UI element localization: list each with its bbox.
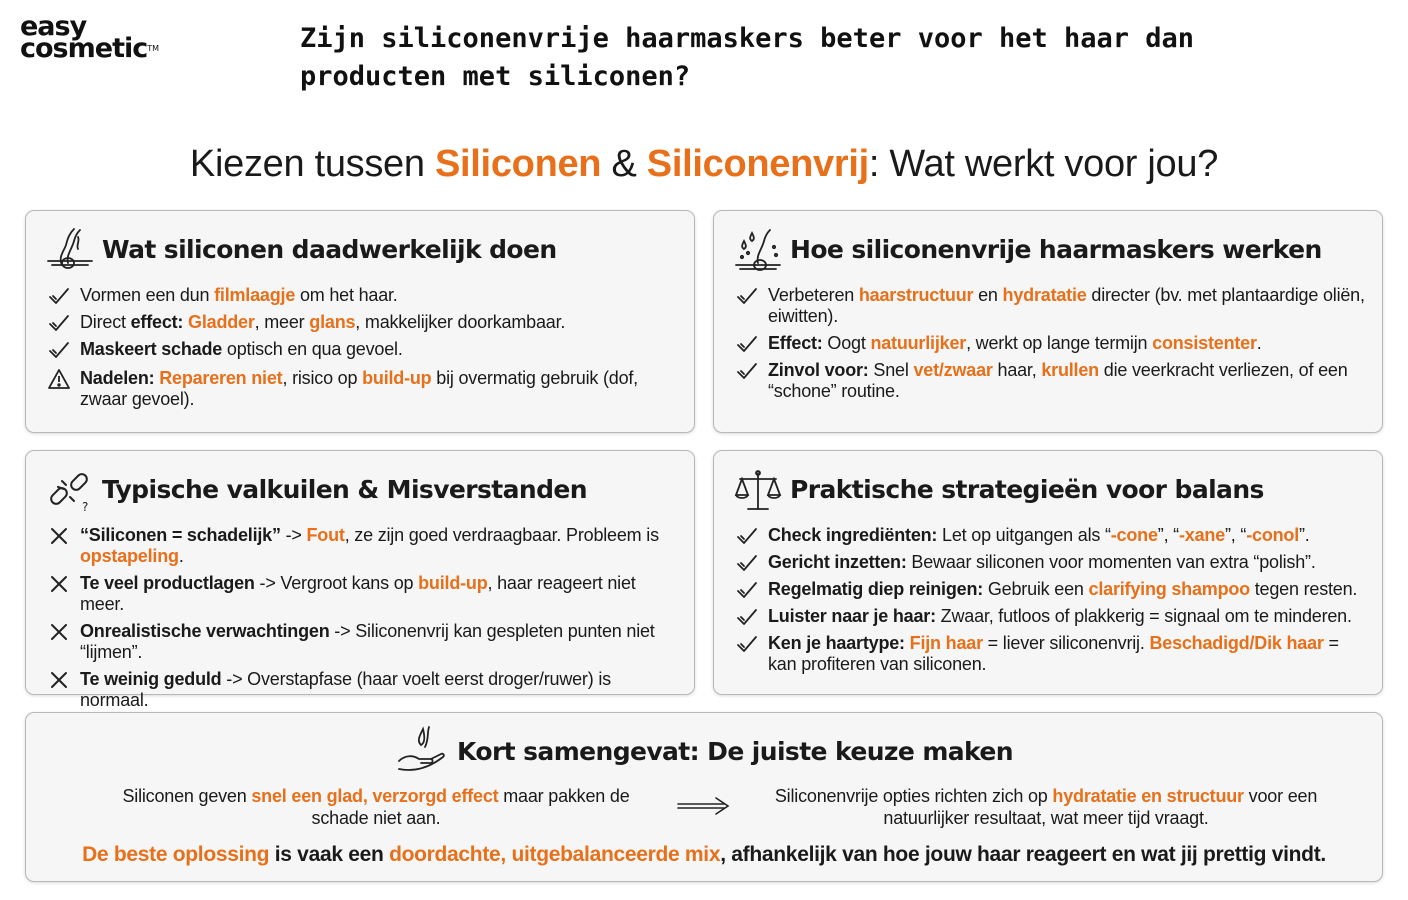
text: directer (bv. met plantaardige oliën, eiwitten). xyxy=(768,285,1365,326)
highlight-text: hydratatie en structuur xyxy=(1052,786,1244,806)
card-item-list xyxy=(46,525,684,717)
text: bij overmatig gebruik (dof, zwaar gevoel). xyxy=(80,368,638,409)
text: -> Siliconenvrij kan gespleten punten niet “lijmen”. xyxy=(80,621,655,662)
card-pitfalls xyxy=(25,450,695,710)
text: Let op uitgangen als “ xyxy=(937,525,1111,545)
text: -> Vergroot kans op xyxy=(254,573,419,593)
arrow-right-icon xyxy=(676,795,732,817)
text: Verbeteren xyxy=(768,285,859,305)
text: haar, xyxy=(992,360,1042,380)
text: Gebruik een xyxy=(983,579,1089,599)
list-item xyxy=(734,579,1372,600)
logo-line1: easy xyxy=(20,11,87,42)
highlight-text: build-up xyxy=(418,573,488,593)
check-icon xyxy=(736,286,758,306)
text: en xyxy=(973,285,1003,305)
check-icon xyxy=(736,634,758,654)
text: , meer xyxy=(254,312,310,332)
bold-text: Te veel productlagen xyxy=(80,573,255,593)
balance-scale-icon xyxy=(732,467,784,515)
brand-logo xyxy=(20,11,180,64)
bold-text: “Siliconen = schadelijk” xyxy=(80,525,281,545)
text: maar pakken de schade niet aan. xyxy=(311,786,630,828)
card-strategies xyxy=(713,450,1383,695)
broken-chain-icon xyxy=(44,467,96,515)
text: om het haar. xyxy=(295,285,398,305)
highlight-text: Beschadigd/Dik haar xyxy=(1149,633,1324,653)
text: , haar reageert niet meer. xyxy=(80,573,636,614)
highlight-text: krullen xyxy=(1041,360,1099,380)
card-title: Wat siliconen daadwerkelijk doen xyxy=(102,235,557,264)
highlight-text: snel een glad, verzorgd effect xyxy=(251,786,499,806)
text: , makkelijker doorkambaar. xyxy=(355,312,566,332)
headline-siliconenvrij: Siliconenvrij xyxy=(646,143,869,185)
card-item-list xyxy=(46,285,684,416)
list-item xyxy=(46,621,684,663)
bold-text: Maskeert schade xyxy=(80,339,223,359)
highlight-text: vet/zwaar xyxy=(913,360,993,380)
list-item xyxy=(734,525,1372,546)
text: Siliconenvrije opties richten zich op xyxy=(774,786,1053,806)
text: -> xyxy=(280,525,307,545)
card-what-silicones-do xyxy=(25,210,695,433)
highlight-text: -cone xyxy=(1110,525,1158,545)
highlight-text: Fijn haar xyxy=(909,633,983,653)
hand-droplet-icon xyxy=(395,725,447,773)
cross-icon xyxy=(48,622,70,642)
check-icon xyxy=(736,334,758,354)
text: -> Overstapfase (haar voelt eerst droger/ruwer) is normaal. xyxy=(80,669,611,710)
text: voor een natuurlijker resultaat, wat meer tijd vraagt. xyxy=(883,786,1318,828)
bold-text: Regelmatig diep reinigen: xyxy=(768,579,984,599)
card-item-list xyxy=(734,525,1372,681)
highlight-text: filmlaagje xyxy=(214,285,296,305)
list-item xyxy=(734,633,1372,675)
check-icon xyxy=(736,361,758,381)
list-item xyxy=(46,573,684,615)
text: tegen resten. xyxy=(1249,579,1358,599)
headline-prefix: Kiezen tussen xyxy=(189,143,435,185)
text: ”, “ xyxy=(1225,525,1247,545)
highlight-text: -xane xyxy=(1178,525,1226,545)
text: Oogt xyxy=(822,333,871,353)
list-item xyxy=(46,312,684,333)
text: die veerkracht verliezen, of een “schone” routine. xyxy=(768,360,1348,401)
hydration-hair-icon xyxy=(732,227,784,275)
text: Snel xyxy=(868,360,914,380)
hair-strand-icon xyxy=(44,227,96,275)
highlight-text: clarifying shampoo xyxy=(1088,579,1250,599)
card-summary xyxy=(25,712,1383,882)
page-question: Zijn siliconenvrije haarmaskers beter voor het haar dan producten met siliconen? xyxy=(300,23,1195,92)
bold-text: Onrealistische verwachtingen xyxy=(80,621,330,641)
list-item xyxy=(46,339,684,360)
warning-icon xyxy=(48,369,70,389)
svg-text:?: ? xyxy=(82,500,89,514)
headline-suffix: : Wat werkt voor jou? xyxy=(868,143,1219,185)
highlight-text: opstapeling xyxy=(80,546,179,566)
highlight-text: Fout xyxy=(306,525,345,545)
card-item-list xyxy=(734,285,1372,408)
text: , ze zijn goed verdraagbaar. Probleem is xyxy=(344,525,659,545)
bold-text: Gericht inzetten: xyxy=(768,552,907,572)
text: Bewaar siliconen voor momenten van extra “polish”. xyxy=(906,552,1316,572)
text: Direct xyxy=(80,312,131,332)
card-how-silicone-free-works xyxy=(713,210,1383,433)
summary-silicone-free xyxy=(756,785,1336,829)
highlight-text: build-up xyxy=(362,368,432,388)
list-item xyxy=(734,606,1372,627)
bold-text: effect: xyxy=(130,312,184,332)
list-item xyxy=(46,368,684,410)
list-item xyxy=(46,669,684,711)
highlight-text: -conol xyxy=(1246,525,1300,545)
summary-conclusion xyxy=(26,843,1382,867)
logo-line2: cosmetic xyxy=(20,33,148,64)
text: . xyxy=(178,546,184,566)
check-icon xyxy=(48,340,70,360)
cross-icon xyxy=(48,574,70,594)
check-icon xyxy=(736,607,758,627)
list-item xyxy=(734,285,1372,327)
card-title: Typische valkuilen & Misverstanden xyxy=(102,475,587,504)
check-icon xyxy=(736,580,758,600)
cross-icon xyxy=(48,526,70,546)
summary-silicones xyxy=(106,785,646,829)
text: = liever siliconenvrij. xyxy=(982,633,1150,653)
text: ”, “ xyxy=(1157,525,1179,545)
highlight-text: De beste oplossing xyxy=(82,843,270,866)
cross-icon xyxy=(48,670,70,690)
check-icon xyxy=(48,286,70,306)
text: = kan profiteren van siliconen. xyxy=(768,633,1339,674)
bold-text: Effect: xyxy=(768,333,823,353)
list-item xyxy=(734,552,1372,573)
highlight-text: doordachte, uitgebalanceerde mix xyxy=(389,843,721,866)
summary-title: Kort samengevat: De juiste keuze maken xyxy=(457,737,1013,766)
text: . xyxy=(1256,333,1262,353)
list-item xyxy=(734,360,1372,402)
list-item xyxy=(46,285,684,306)
text: , risico op xyxy=(282,368,363,388)
headline-siliconen: Siliconen xyxy=(435,143,602,185)
highlight-text: natuurlijker xyxy=(870,333,967,353)
headline-and: & xyxy=(601,143,647,185)
card-title: Hoe siliconenvrije haarmaskers werken xyxy=(790,235,1322,264)
bold-text: Ken je haartype: xyxy=(768,633,910,653)
text: Siliconen geven xyxy=(122,786,252,806)
text: Zwaar, futloos of plakkerig = signaal om te minderen. xyxy=(935,606,1352,626)
page-headline xyxy=(0,143,1408,186)
highlight-text: consistenter xyxy=(1152,333,1257,353)
check-icon xyxy=(48,313,70,333)
list-item xyxy=(46,525,684,567)
check-icon xyxy=(736,553,758,573)
highlight-text: Gladder xyxy=(188,312,255,332)
logo-tm: TM xyxy=(147,44,160,53)
highlight-text: Repareren niet xyxy=(159,368,283,388)
check-icon xyxy=(736,526,758,546)
text: , werkt op lange termijn xyxy=(966,333,1153,353)
bold-text: Zinvol voor: xyxy=(768,360,869,380)
bold-text: Te weinig geduld xyxy=(80,669,222,689)
text: Vormen een dun xyxy=(80,285,215,305)
highlight-text: glans xyxy=(309,312,356,332)
highlight-text: haarstructuur xyxy=(858,285,974,305)
bold-text: Check ingrediënten: xyxy=(768,525,938,545)
text: is vaak een xyxy=(269,843,390,866)
bold-text: Luister naar je haar: xyxy=(768,606,936,626)
text: , afhankelijk van hoe jouw haar reageert en wat jij prettig vindt. xyxy=(720,843,1326,866)
bold-text: Nadelen: xyxy=(80,368,160,388)
highlight-text: hydratatie xyxy=(1002,285,1087,305)
card-title: Praktische strategieën voor balans xyxy=(790,475,1264,504)
list-item xyxy=(734,333,1372,354)
text: ”. xyxy=(1299,525,1310,545)
text: optisch en qua gevoel. xyxy=(222,339,403,359)
